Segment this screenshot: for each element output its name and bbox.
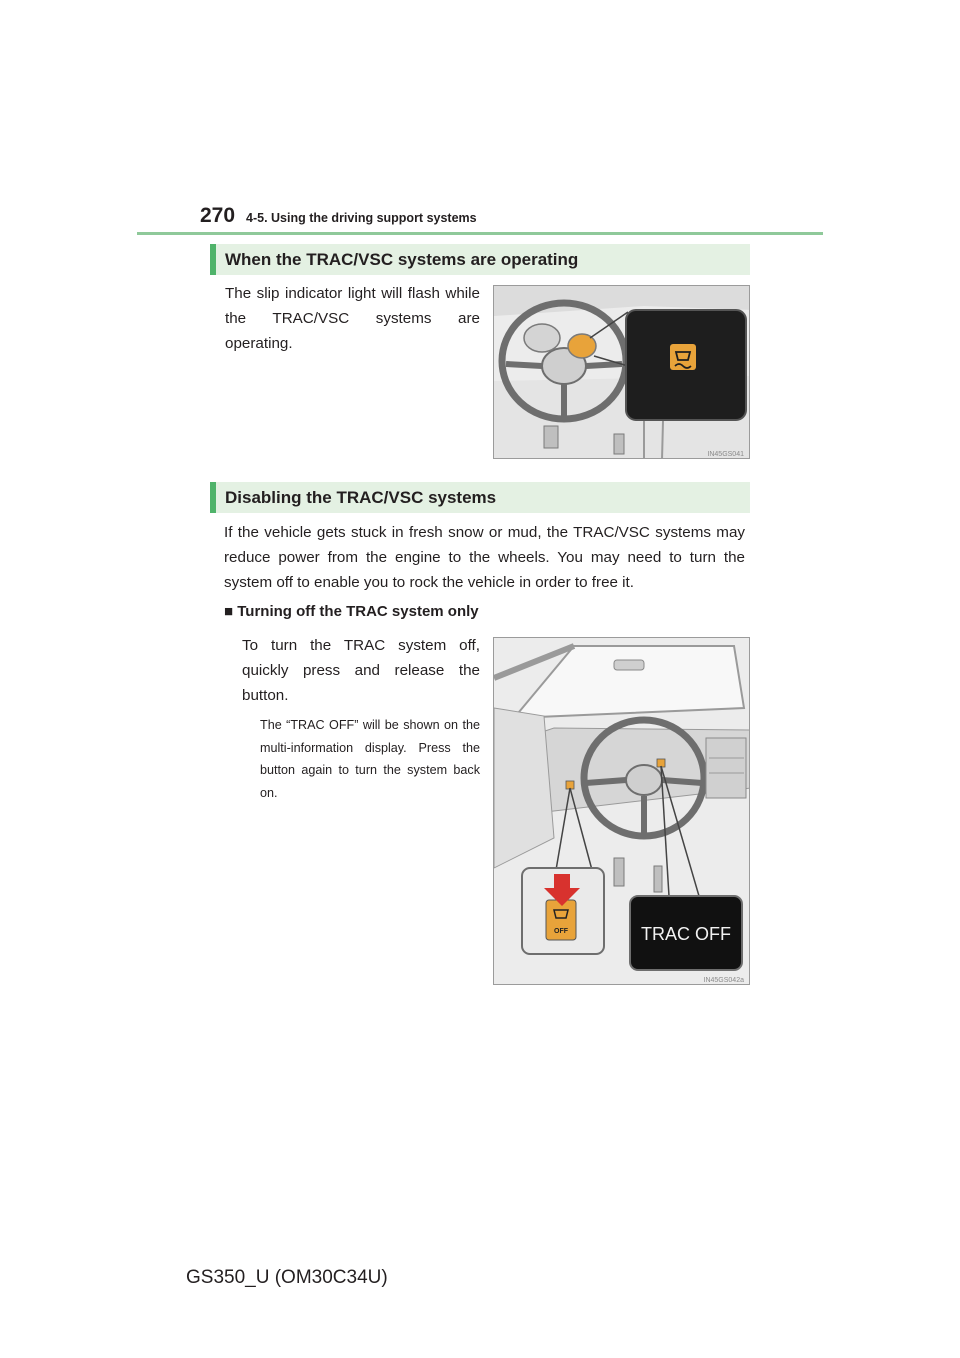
- instruction-text: To turn the TRAC system off, quickly press and release the button.: [242, 637, 480, 704]
- figure-trac-off-button: [493, 637, 750, 985]
- footer-model: GS350_U (OM30C34U): [186, 1267, 388, 1288]
- section-label: 4-5. Using the driving support systems: [246, 211, 477, 225]
- figure-slip-indicator: [493, 285, 750, 459]
- operating-description: The slip indicator light will flash while the TRAC/VSC systems are operating.: [225, 285, 480, 352]
- square-bullet-icon: ■: [224, 603, 234, 620]
- trac-off-display-text: TRAC OFF: [641, 924, 731, 944]
- trac-button-location: [566, 781, 574, 789]
- figure-code: IN45GS042a: [703, 977, 744, 984]
- subheading-text: Turning off the TRAC system only: [237, 603, 479, 620]
- button-label: OFF: [554, 928, 568, 935]
- header-rule: [137, 232, 823, 235]
- cabin-illustration: [494, 638, 750, 985]
- subheading-trac-only: [224, 603, 479, 620]
- figure-code: IN45GS041: [707, 451, 744, 458]
- note-text: The “TRAC OFF” will be shown on the multi-information display. Press the button again to turn the system back on.: [260, 718, 480, 800]
- page-number: 270: [200, 204, 236, 227]
- heading-disabling-trac-vsc: Disabling the TRAC/VSC systems: [210, 482, 750, 513]
- dashboard-illustration: [494, 286, 750, 459]
- disabling-description: If the vehicle gets stuck in fresh snow or mud, the TRAC/VSC systems may reduce power from the engine to the wheels. You may need to turn the system off to enable you to rock the vehicle in order to free it.: [224, 524, 745, 591]
- display-location: [657, 759, 665, 767]
- heading-trac-vsc-operating: When the TRAC/VSC systems are operating: [210, 244, 750, 275]
